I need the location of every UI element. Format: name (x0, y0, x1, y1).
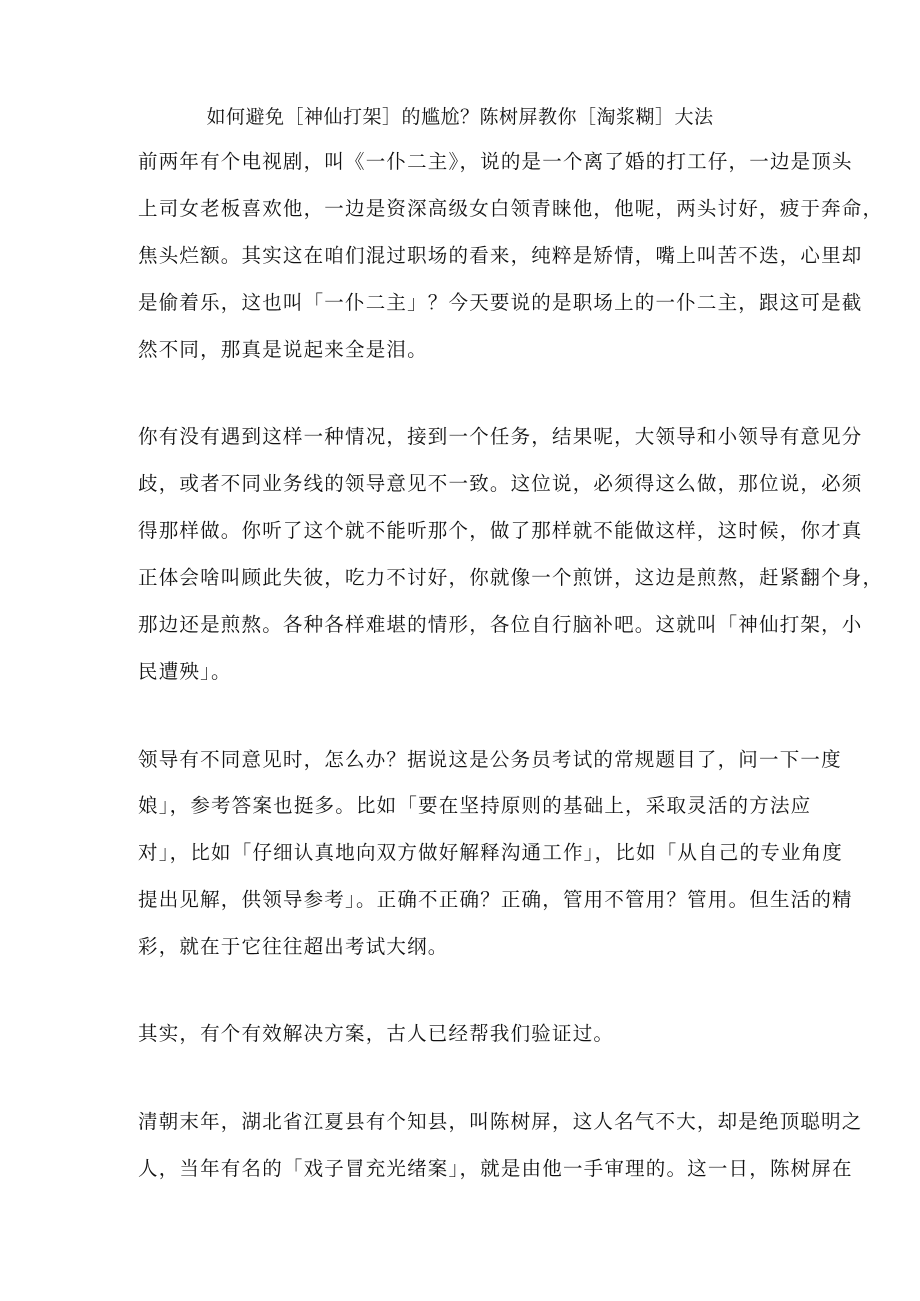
paragraph-1-line-3: 焦头烂额。其实这在咱们混过职场的看来，纯粹是矫情，嘴上叫苦不迭，心里却 (138, 244, 863, 267)
paragraph-3-line-2: 娘」，参考答案也挺多。比如「要在坚持原则的基础上，采取灵活的方法应 (138, 794, 812, 817)
paragraph-5-line-2: 人，当年有名的「戏子冒充光绪案」，就是由他一手审理的。这一日，陈树屏在 (138, 1157, 853, 1180)
document-title: 如何避免［神仙打架］的尴尬？陈树屏教你［淘浆糊］大法 (206, 106, 714, 128)
paragraph-3-line-1: 领导有不同意见时，怎么办？据说这是公务员考试的常规题目了，问一下一度 (138, 748, 842, 771)
paragraph-2-line-4: 正体会啥叫顾此失彼，吃力不讨好，你就像一个煎饼，这边是煎熬，赶紧翻个身， (138, 566, 884, 589)
paragraph-1-line-2: 上司女老板喜欢他，一边是资深高级女白领青睐他，他呢，两头讨好，疲于奔命， (138, 197, 884, 220)
paragraph-2-line-3: 得那样做。你听了这个就不能听那个，做了那样就不能做这样，这时候，你才真 (138, 519, 863, 542)
paragraph-3-line-3: 对」，比如「仔细认真地向双方做好解释沟通工作」，比如「从自己的专业角度 (138, 841, 844, 864)
paragraph-2-line-2: 歧，或者不同业务线的领导意见不一致。这位说，必须得这么做，那位说，必须 (138, 472, 863, 495)
paragraph-1-line-4: 是偷着乐，这也叫「一仆二主」？今天要说的是职场上的一仆二主，跟这可是截 (138, 291, 863, 314)
paragraph-2-line-1: 你有没有遇到这样一种情况，接到一个任务，结果呢，大领导和小领导有意见分 (138, 425, 863, 448)
paragraph-2-line-5: 那边还是煎熬。各种各样难堪的情形，各位自行脑补吧。这就叫「神仙打架，小 (138, 613, 863, 636)
paragraph-2-line-6: 民遭殃」。 (138, 660, 232, 683)
paragraph-5-line-1: 清朝末年，湖北省江夏县有个知县，叫陈树屏，这人名气不大，却是绝顶聪明之 (138, 1110, 863, 1133)
paragraph-4-line-1: 其实，有个有效解决方案，古人已经帮我们验证过。 (138, 1022, 615, 1045)
paragraph-3-line-4: 提出见解，供领导参考」。正确不正确？正确，管用不管用？管用。但生活的精 (138, 888, 853, 911)
paragraph-1-line-1: 前两年有个电视剧，叫《一仆二主》，说的是一个离了婚的打工仔，一边是顶头 (138, 150, 853, 173)
paragraph-1-line-5: 然不同，那真是说起来全是泪。 (138, 338, 428, 361)
paragraph-3-line-5: 彩，就在于它往往超出考试大纲。 (138, 935, 449, 958)
